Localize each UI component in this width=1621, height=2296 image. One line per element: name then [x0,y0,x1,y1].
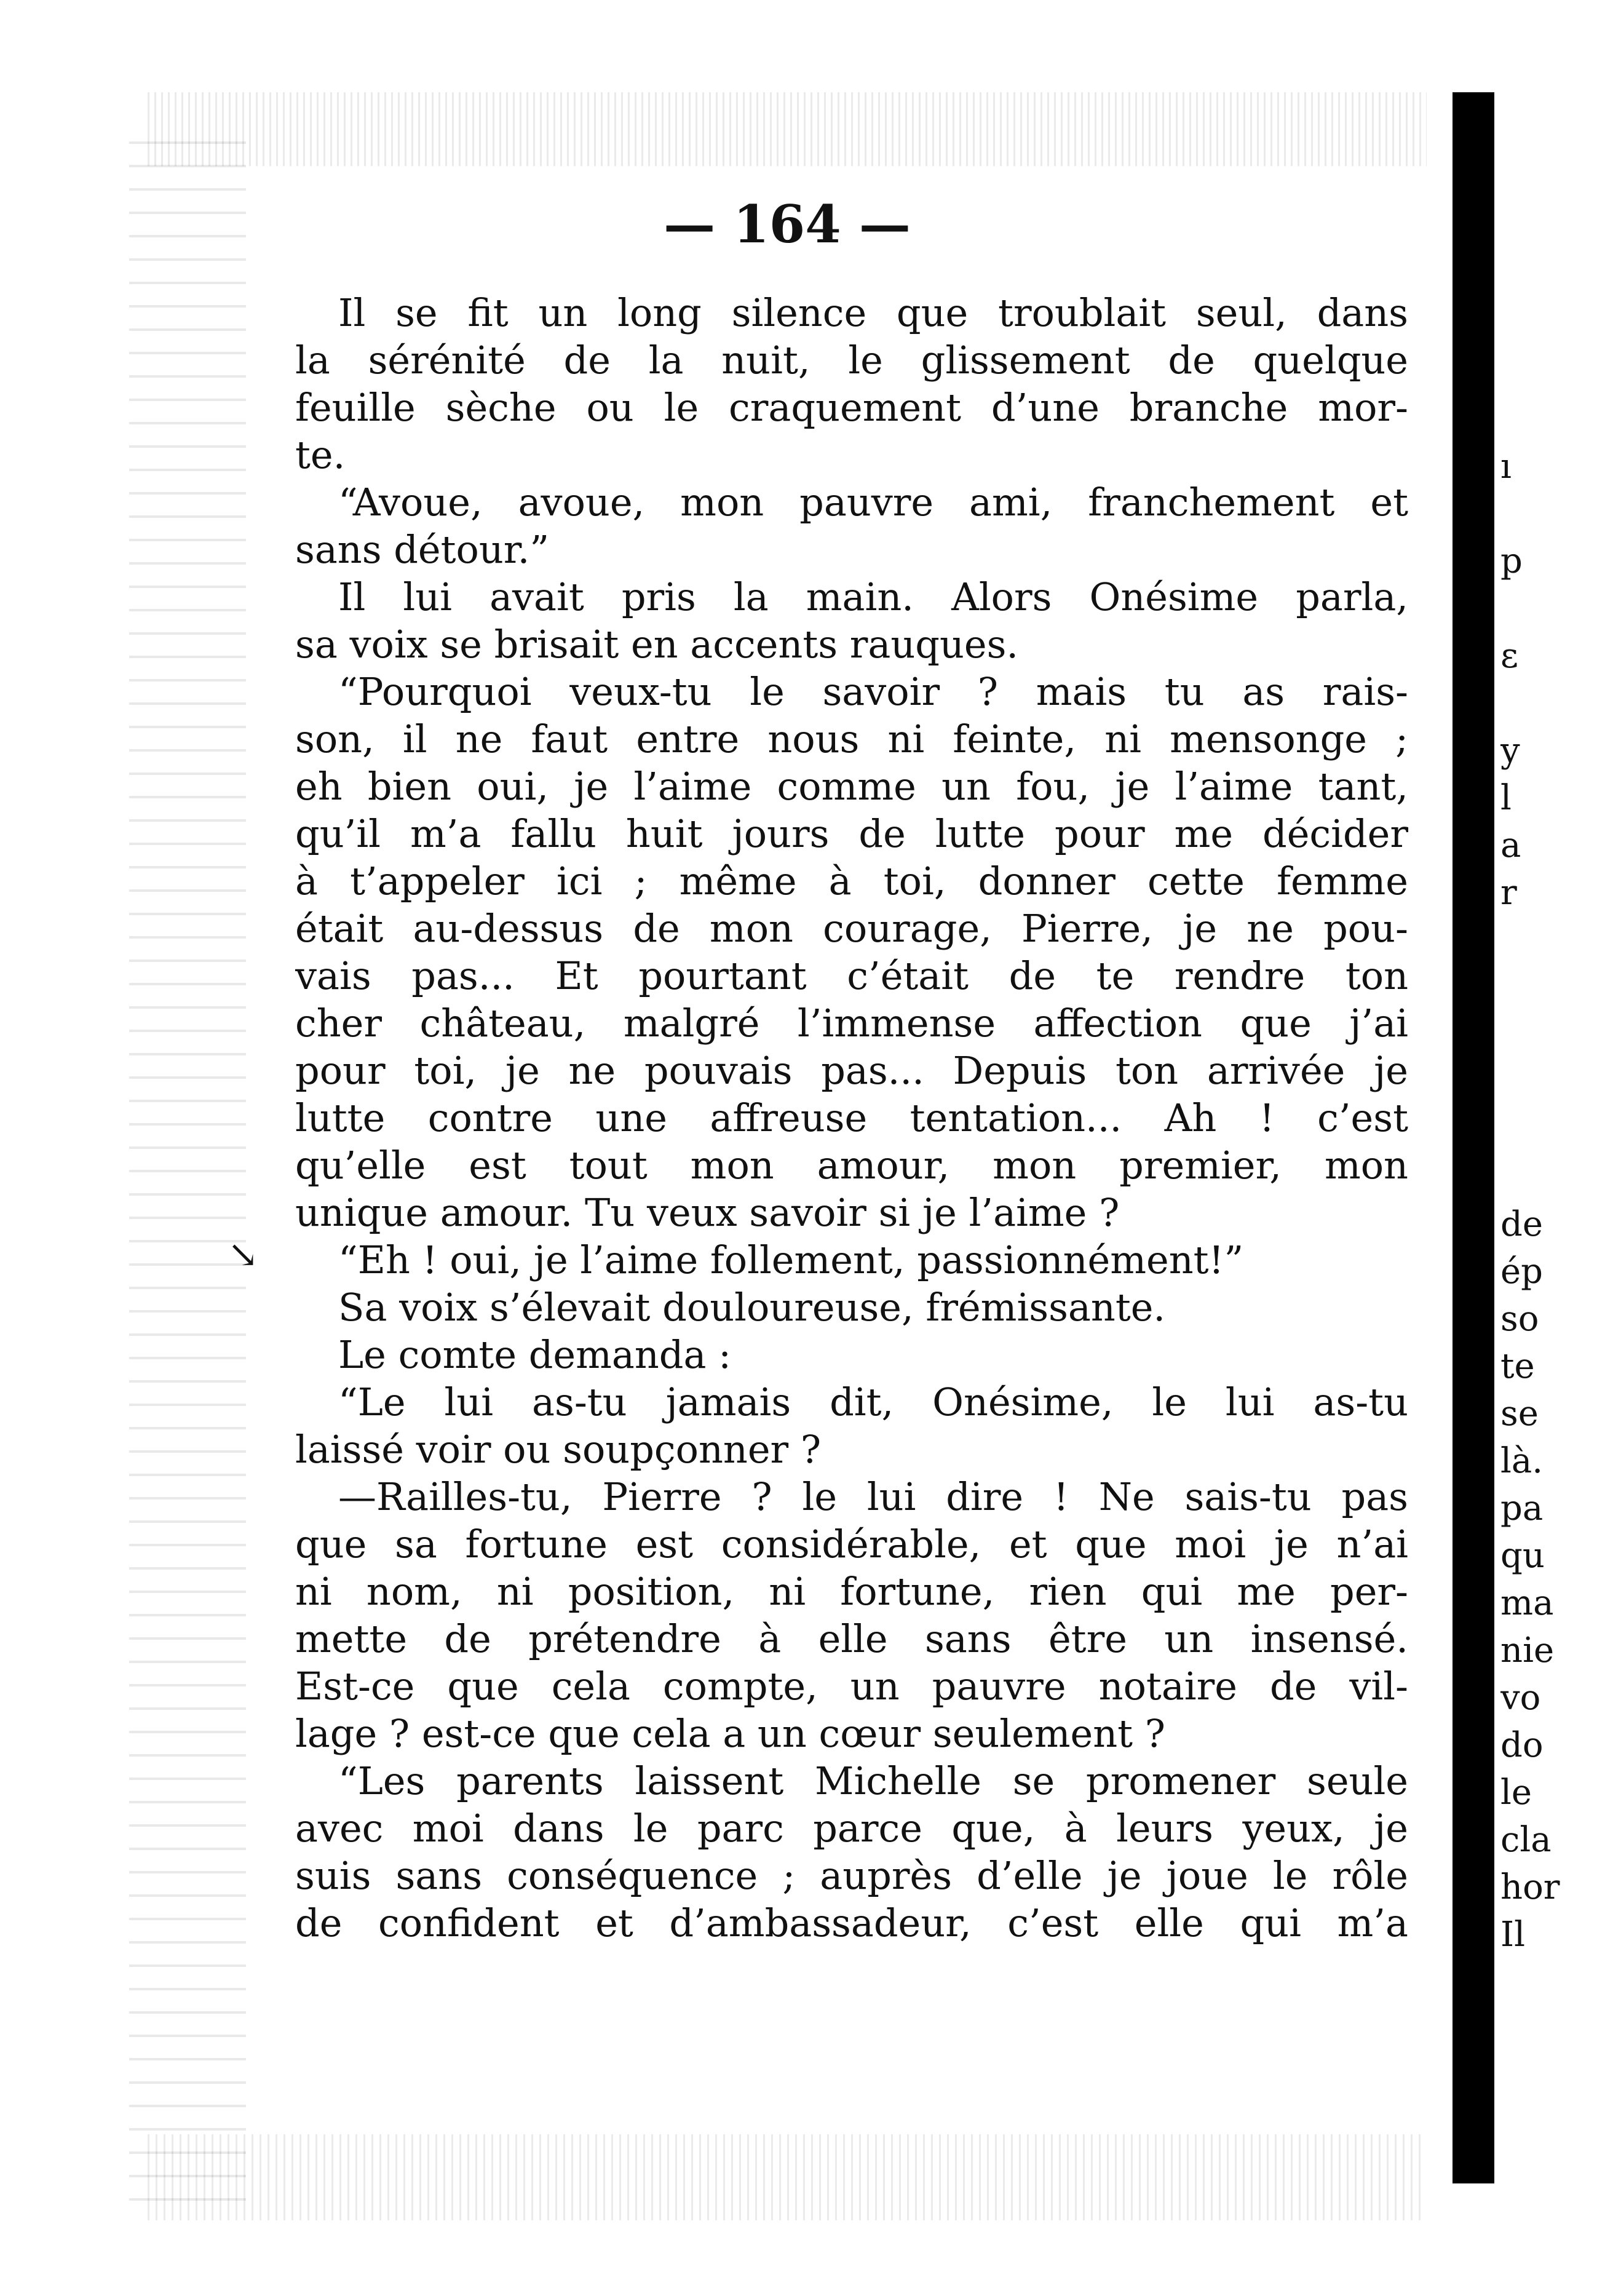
fragment-line: ı [1500,447,1512,487]
text-line: que sa fortune est considérable, et que moi je n’ai [295,1522,1408,1567]
fragment-line: p [1500,541,1523,581]
text-line: son, il ne faut entre nous ni feinte, ni mensonge ; [295,717,1408,761]
text-line: qu’il m’a fallu huit jours de lutte pour me décider [295,811,1408,856]
fragment-line: là. [1500,1441,1544,1481]
text-line: eh bien oui, je l’aime comme un fou, je l’aime tant, [295,764,1408,809]
text-line: cher château, malgré l’immense affection que j’ai [295,1001,1408,1046]
text-line: qu’elle est tout mon amour, mon premier, mon [295,1143,1408,1188]
text-line: —Railles-tu, Pierre ? le lui dire ! Ne sais-tu pas [338,1474,1408,1519]
fragment-line: cla [1500,1820,1552,1860]
text-line: mette de prétendre à elle sans être un insensé. [295,1616,1408,1661]
page-number: — 164 — [664,194,911,255]
text-line: la sérénité de la nuit, le glissement de quelque [295,338,1408,383]
text-line: Il lui avait pris la main. Alors Onésime parla, [338,574,1408,619]
text-line: de confident et d’ambassadeur, c’est elle qui m’a [295,1901,1408,1945]
fragment-line: r [1500,873,1517,913]
text-line: “Pourquoi veux-tu le savoir ? mais tu as rais- [338,669,1408,714]
fragment-line [1500,585,1611,632]
fragment-line: qu [1500,1536,1545,1576]
next-page-fragments [1500,443,1611,1958]
text-line: “Le lui as-tu jamais dit, Onésime, le lui as-tu [338,1380,1408,1424]
text-line: Sa voix s’élevait douloureuse, frémissante. [338,1285,1166,1330]
text-line: à t’appeler ici ; même à toi, donner cette femme [295,859,1408,904]
fragment-line: y [1500,731,1520,771]
text-line: unique amour. Tu veux savoir si je l’aime ? [295,1190,1120,1235]
scan-noise-bottom [148,2134,1427,2220]
fragment-line: te [1500,1346,1535,1386]
fragment-line: pa [1500,1488,1544,1528]
text-line: ni nom, ni position, ni fortune, rien qui me per- [295,1569,1408,1614]
text-line: sa voix se brisait en accents rauques. [295,622,1019,667]
fragment-line: ε [1500,636,1519,676]
fragment-line [1500,1011,1611,1059]
fragment-line: Il [1500,1915,1526,1955]
text-line: avec moi dans le parc parce que, à leurs yeux, je [295,1806,1408,1851]
text-line: lage ? est-ce que cela a un cœur seulement ? [295,1711,1166,1756]
text-line: “Les parents laissent Michelle se promener seule [338,1758,1408,1803]
fragment-line: so [1500,1299,1539,1339]
text-line: “Eh ! oui, je l’aime follement, passionnément!” [338,1237,1244,1282]
fragment-line: le [1500,1773,1532,1813]
text-line: te. [295,432,346,477]
text-line: Le comte demanda : [338,1332,732,1377]
fragment-line: do [1500,1725,1544,1765]
text-line: lutte contre une affreuse tentation... Ah ! c’est [295,1095,1408,1140]
text-line: pour toi, je ne pouvais pas... Depuis ton arrivée je [295,1048,1408,1093]
book-gutter-shadow [1453,92,1494,2183]
fragment-line: se [1500,1394,1539,1434]
text-line: vais pas... Et pourtant c’était de te rendre ton [295,953,1408,998]
fragment-line [1500,1059,1611,1106]
body-text [295,289,1408,1947]
text-line: sans détour.” [295,527,550,572]
fragment-line [1500,1153,1611,1201]
fragment-line: ma [1500,1583,1554,1623]
text-line: suis sans conséquence ; auprès d’elle je joue le rôle [295,1853,1408,1898]
text-line: laissé voir ou soupçonner ? [295,1427,822,1472]
fragment-line [1500,1106,1611,1153]
fragment-line [1500,490,1611,538]
fragment-line: nie [1500,1631,1555,1670]
text-line: Il se fit un long silence que troublait seul, dans [338,290,1408,335]
fragment-line: hor [1500,1867,1560,1907]
fragment-line: vo [1500,1678,1541,1718]
fragment-line [1500,916,1611,964]
scan-noise-left [129,141,246,2220]
fragment-line: l [1500,778,1512,818]
text-line: était au-dessus de mon courage, Pierre, je ne pou- [295,906,1408,951]
text-line: Est-ce que cela compte, un pauvre notaire de vil- [295,1664,1408,1709]
fragment-line: ép [1500,1252,1543,1292]
text-line: feuille sèche ou le craquement d’une branche mor- [295,385,1408,430]
fragment-line [1500,964,1611,1011]
fragment-line [1500,680,1611,727]
margin-mark-icon: ↘ [228,1233,259,1276]
fragment-line: a [1500,825,1521,865]
text-line: “Avoue, avoue, mon pauvre ami, franchement et [338,480,1408,525]
fragment-line: de [1500,1204,1543,1244]
scan-noise-top [148,92,1427,166]
